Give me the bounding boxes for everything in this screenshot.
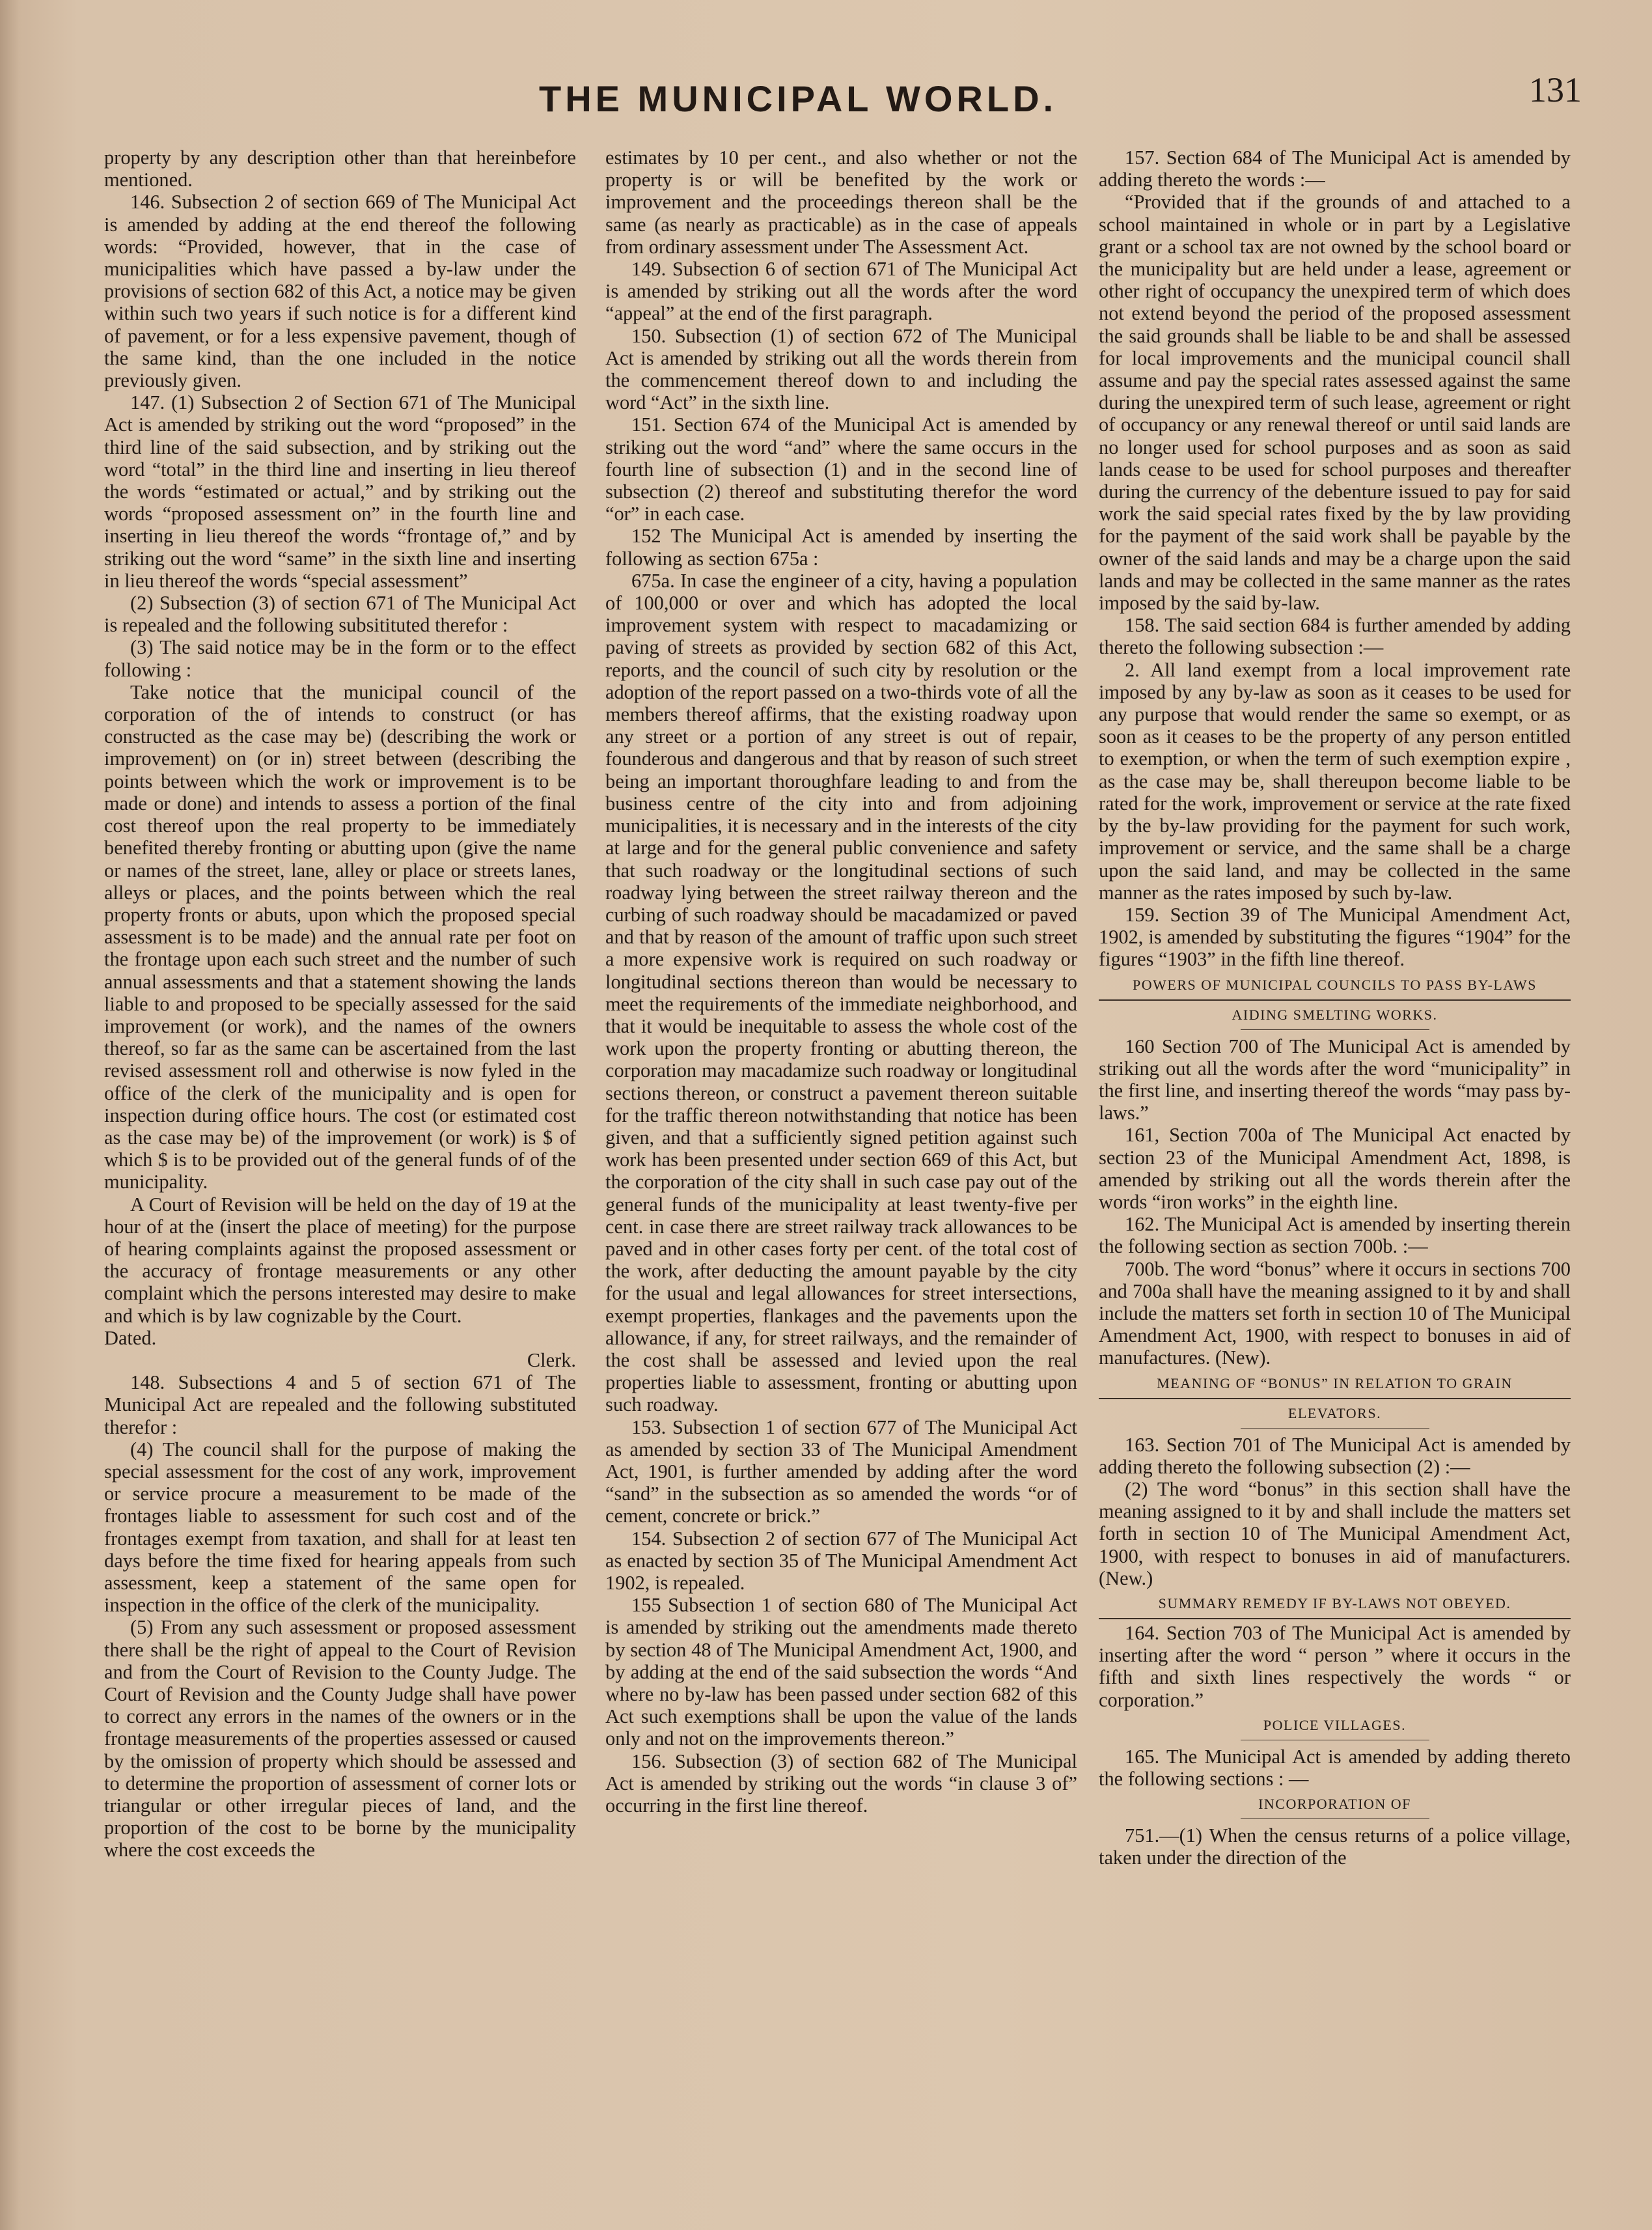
paragraph: 161, Section 700a of The Municipal Act enacted by section 23 of the Municipal Amendment Act, 1898, is amended by striking out all the words therein after the words “iron works” in the eighth line. — [1099, 1124, 1571, 1213]
section-heading: AIDING SMELTING WORKS. — [1232, 1006, 1438, 1023]
paragraph: (3) The said notice may be in the form or to the effect following : — [104, 636, 576, 681]
section-heading: POLICE VILLAGES. — [1263, 1716, 1407, 1733]
paragraph: (2) The word “bonus” in this section shall have the meaning assigned to it by and shall include the matters set forth in section 10 of The Municipal Amendment Act, 1900, with respect to bonuses in aid of manufacturers. (New.) — [1099, 1477, 1571, 1589]
paragraph: 675a. In case the engineer of a city, having a population of 100,000 or over and which has adopted the local improvement system with respect to macadamizing or paving of streets as provided by section 682 of this Act, reports, and the council of such city by resolution or the adoption of the report passed on a two-thirds vote of all the members thereof affirms, that the existing roadway upon any street or a portion of any street is out of repair, founderous and dangerous and that by reason of such street being an important thoroughfare leading to and from the business centre of the city into and from adjoining municipalities, it is necessary and in the interests of the city at large and for the general public convenience and safety that such roadway or the longitudinal sections of such roadway lying between the street railway thereon and the curbing of such roadway should be macadamized or paved and that by reason of the amount of traffic upon such street a more expensive work is required on such roadway or longitudinal sections thereon than would be necessary to meet the requirements of the immediate neighborhood, and that it would be inequitable to assess the whole cost of the work upon the property fronting or abutting thereon, the corporation may macadamize such roadway or longitudinal sections thereon, or construct a pavement thereon suitable for the traffic thereon notwithstanding that notice has been given, and that a sufficiently signed petition against such work has been presented under section 669 of this Act, but the corporation of the city shall in such case pay out of the general funds of the municipality at least twenty-five per cent. in case there are street railway track allowances to be paved and in other cases forty per cent. of the total cost of the work, after deducting the amount payable by the city for the usual and legal allowances for street intersections, exempt properties, flankages and the pavements upon the allowance, if any, for street railways, and the remainder of the cost shall be assessed and levied upon the real properties liable to assessment, fronting or abutting upon such roadway. — [605, 569, 1077, 1416]
paragraph: 164. Section 703 of The Municipal Act is amended by inserting after the word “ person ” where it occurs in the fifth and sixth lines respectively the words “ or corporation.” — [1099, 1621, 1571, 1711]
heading-rule — [1241, 1428, 1429, 1429]
paragraph: 160 Section 700 of The Municipal Act is amended by striking out all the words after the word “municipality” in the first line, and inserting thereof the words “may pass by-laws.” — [1099, 1035, 1571, 1124]
paragraph: 153. Subsection 1 of section 677 of The Municipal Act as amended by section 33 of The Municipal Amendment Act, 1901, is further amended by adding after the word “sand” in the subsection as so amended the words “or of cement, concrete or brick.” — [605, 1415, 1077, 1527]
page-header — [104, 68, 1588, 127]
paragraph: 156. Subsection (3) of section 682 of The Municipal Act is amended by striking out the words “in clause 3 of” occurring in the first line thereof. — [605, 1749, 1077, 1817]
section-heading: ELEVATORS. — [1287, 1404, 1382, 1421]
column-1 — [104, 146, 576, 2178]
dated-line: Dated. — [104, 1326, 157, 1349]
paragraph: 146. Subsection 2 of section 669 of The Municipal Act is amended by adding at the end thereof the following words: “Provided, however, that in the case of municipalities which have passed a by-law under the provisions of section 682 of this Act, a notice may be given within such two years if such notice is for a different kind of pavement, or for a less expensive pavement, though of the same kind, than the one included in the notice previously given. — [104, 191, 576, 392]
paragraph: 150. Subsection (1) of section 672 of The Municipal Act is amended by striking out all the words therein from the commencement thereof down to and including the word “Act” in the sixth line. — [605, 324, 1077, 414]
text-columns — [104, 146, 1588, 2184]
column-2 — [605, 146, 1077, 2178]
paragraph: 155 Subsection 1 of section 680 of The Municipal Act is amended by striking out the amendments made thereto by section 48 of The Municipal Amendment Act, 1900, and by adding at the end of the said subsection the words “And where no by-law has been passed under section 682 of this Act such exemptions shall be upon the value of the lands only and not on the improvements thereon.” — [605, 1594, 1077, 1750]
paragraph: property by any description other than that hereinbefore mentioned. — [104, 146, 576, 191]
paragraph: 751.—(1) When the census returns of a police village, taken under the direction of the — [1099, 1824, 1571, 1869]
heading-rule — [1099, 1398, 1571, 1399]
paragraph: “Provided that if the grounds of and attached to a school maintained in whole or in part by a Legislative grant or a school tax are not owned by the school board or the municipality but are held under a lease, agreement or other right of occupancy the unexpired term of which does not extend beyond the period of the proposed assessment the said grounds shall be liable to be and shall be assessed for local improvements and the municipal council shall assume and pay the special rates assessed against the same during the unexpired term of such lease, agreement or right of occupancy or any renewal thereof or until said lands are no longer used for school purposes and as soon as said lands cease to be used for school purposes and thereafter during the currency of the debenture issued to pay for said work the said special rates fixed by the by law providing for the payment of the said work shall be payable by the owner of the said lands and may be a charge upon the said lands and may be collected in the same manner as the rates imposed by the said by-law. — [1099, 191, 1571, 615]
paragraph: (4) The council shall for the purpose of making the special assessment for the cost of any work, improvement or service procure a measurement to be made of the frontages liable to assessment for such cost and of the frontages exempt from taxation, and shall for at least ten days before the time fixed for hearing appeals from such assessment, keep a statement of the same open for inspection in the office of the clerk of the municipality. — [104, 1438, 576, 1617]
page-title: THE MUNICIPAL WORLD. — [539, 78, 1058, 119]
paragraph: 2. All land exempt from a local improvement rate imposed by any by-law as soon as it ceases to be used for any purpose that would render the same so exempt, or as soon as it ceases to be the property of any person entitled to exemption, or when the term of such exemption expire , as the case may be, shall thereupon become liable to be rated for the work, improvement or service at the rate fixed by the by-law providing for the payment for such work, improvement or service, and the same shall be a charge upon the said land, and may be collected in the same manner as the rates imposed by such by-law. — [1099, 658, 1571, 904]
heading-rule — [1241, 1029, 1429, 1030]
paragraph: 157. Section 684 of The Municipal Act is amended by adding thereto the words :— — [1099, 146, 1571, 191]
paragraph: 158. The said section 684 is further amended by adding thereto the following subsection :— — [1099, 614, 1571, 659]
column-3 — [1099, 146, 1571, 2178]
paragraph: 151. Section 674 of the Municipal Act is amended by striking out the word “and” where the same occurs in the fourth line of subsection (1) and in the second line of subsection (2) thereof and substituting therefor the word “or” in each case. — [605, 413, 1077, 525]
section-heading: POWERS OF MUNICIPAL COUNCILS TO PASS BY-LAWS — [1133, 976, 1537, 993]
form-paragraph: Take notice that the municipal council of the corporation of the of intends to construct (or has constructed as the case may be) (describing the work or improvement) on (or in) street between (describing the points between which the work or improvement is to be made or done) and intends to assess a portion of the final cost thereof upon the real property to be immediately benefited thereby fronting or abutting upon (give the name or names of the street, lane, alley or place or streets lanes, alleys or places, and the points between which the real property fronts or abuts, upon which the proposed special assessment is to be made) and the annual rate per foot on the frontage upon each such street and the number of such annual assessments and that a statement showing the lands liable to and proposed to be specially assessed for the said improvement (or work), and the names of the owners thereof, so far as the same can be ascertained from the last revised assessment roll and otherwise is now fyled in the office of the clerk of the municipality and is open for inspection during office hours. The cost (or estimated cost as the case may be) of the improvement (or work) is $ of which $ is to be provided out of the general funds of of the municipality. — [104, 680, 576, 1193]
paragraph: 154. Subsection 2 of section 677 of The Municipal Act as enacted by section 35 of The Municipal Amendment Act 1902, is repealed. — [605, 1527, 1077, 1594]
paragraph: estimates by 10 per cent., and also whether or not the property is or will be benefited by the work or improvement and the proceedings thereon shall be the same (as nearly as practicable) as in the case of appeals from ordinary assessment under The Assessment Act. — [605, 146, 1077, 258]
page-number: 131 — [1529, 70, 1582, 109]
clerk-line: Clerk. — [527, 1348, 576, 1371]
heading-rule — [1099, 999, 1571, 1001]
paragraph: 147. (1) Subsection 2 of Section 671 of The Municipal Act is amended by striking out the word “proposed” in the third line of the said subsection, and by striking out the word “total” in the third line and inserting in lieu thereof the words “estimated or actual,” and by striking out the words “proposed assessment on” in the fourth line and inserting in lieu thereof the words “frontage of,” and by striking out the word “same” in the sixth line and inserting in lieu thereof the words “special assessment” — [104, 391, 576, 592]
section-heading: MEANING OF “BONUS” IN RELATION TO GRAIN — [1157, 1374, 1513, 1391]
paragraph: (5) From any such assessment or proposed assessment there shall be the right of appeal to the Court of Revision and from the Court of Revision to the County Judge. The Court of Revision and the County Judge shall have power to correct any errors in the names of the owners or in the frontage measurements of the properties assessed or caused by the omission of property which should be assessed and to determine the proportion of assessment of corner lots or triangular or other irregular pieces of land, and the proportion of the cost to be borne by the municipality where the cost exceeds the — [104, 1616, 576, 1861]
paragraph: (2) Subsection (3) of section 671 of The Municipal Act is repealed and the following subsitituted therefor : — [104, 592, 576, 637]
form-paragraph: A Court of Revision will be held on the day of 19 at the hour of at the (insert the place of meeting) for the purpose of hearing complaints against the proposed assessment or the accuracy of frontage measurements or any other complaint which the persons interested may desire to make and which is by law cognizable by the Court. — [104, 1193, 576, 1327]
paragraph: 152 The Municipal Act is amended by inserting the following as section 675a : — [605, 525, 1077, 570]
paragraph: 148. Subsections 4 and 5 of section 671 of The Municipal Act are repealed and the following substituted therefor : — [104, 1371, 576, 1438]
paragraph: 162. The Municipal Act is amended by inserting therein the following section as section 700b. :— — [1099, 1213, 1571, 1258]
paragraph: 700b. The word “bonus” where it occurs in sections 700 and 700a shall have the meaning assigned to it by and shall include the matters set forth in section 10 of The Municipal Amendment Act, 1900, with respect to bonuses in aid of manufactures. (New). — [1099, 1257, 1571, 1369]
paragraph: 149. Subsection 6 of section 671 of The Municipal Act is amended by striking out all the words after the word “appeal” at the end of the first paragraph. — [605, 258, 1077, 325]
section-heading: SUMMARY REMEDY IF BY-LAWS NOT OBEYED. — [1158, 1595, 1511, 1611]
section-heading: INCORPORATION OF — [1258, 1796, 1411, 1813]
paragraph: 159. Section 39 of The Municipal Amendment Act, 1902, is amended by substituting the figures “1904” for the figures “1903” in the fifth line thereof. — [1099, 903, 1571, 971]
paragraph: 163. Section 701 of The Municipal Act is amended by adding thereto the following subsection (2) :— — [1099, 1433, 1571, 1478]
heading-rule — [1099, 1618, 1571, 1619]
paragraph: 165. The Municipal Act is amended by adding thereto the following sections : — — [1099, 1745, 1571, 1790]
